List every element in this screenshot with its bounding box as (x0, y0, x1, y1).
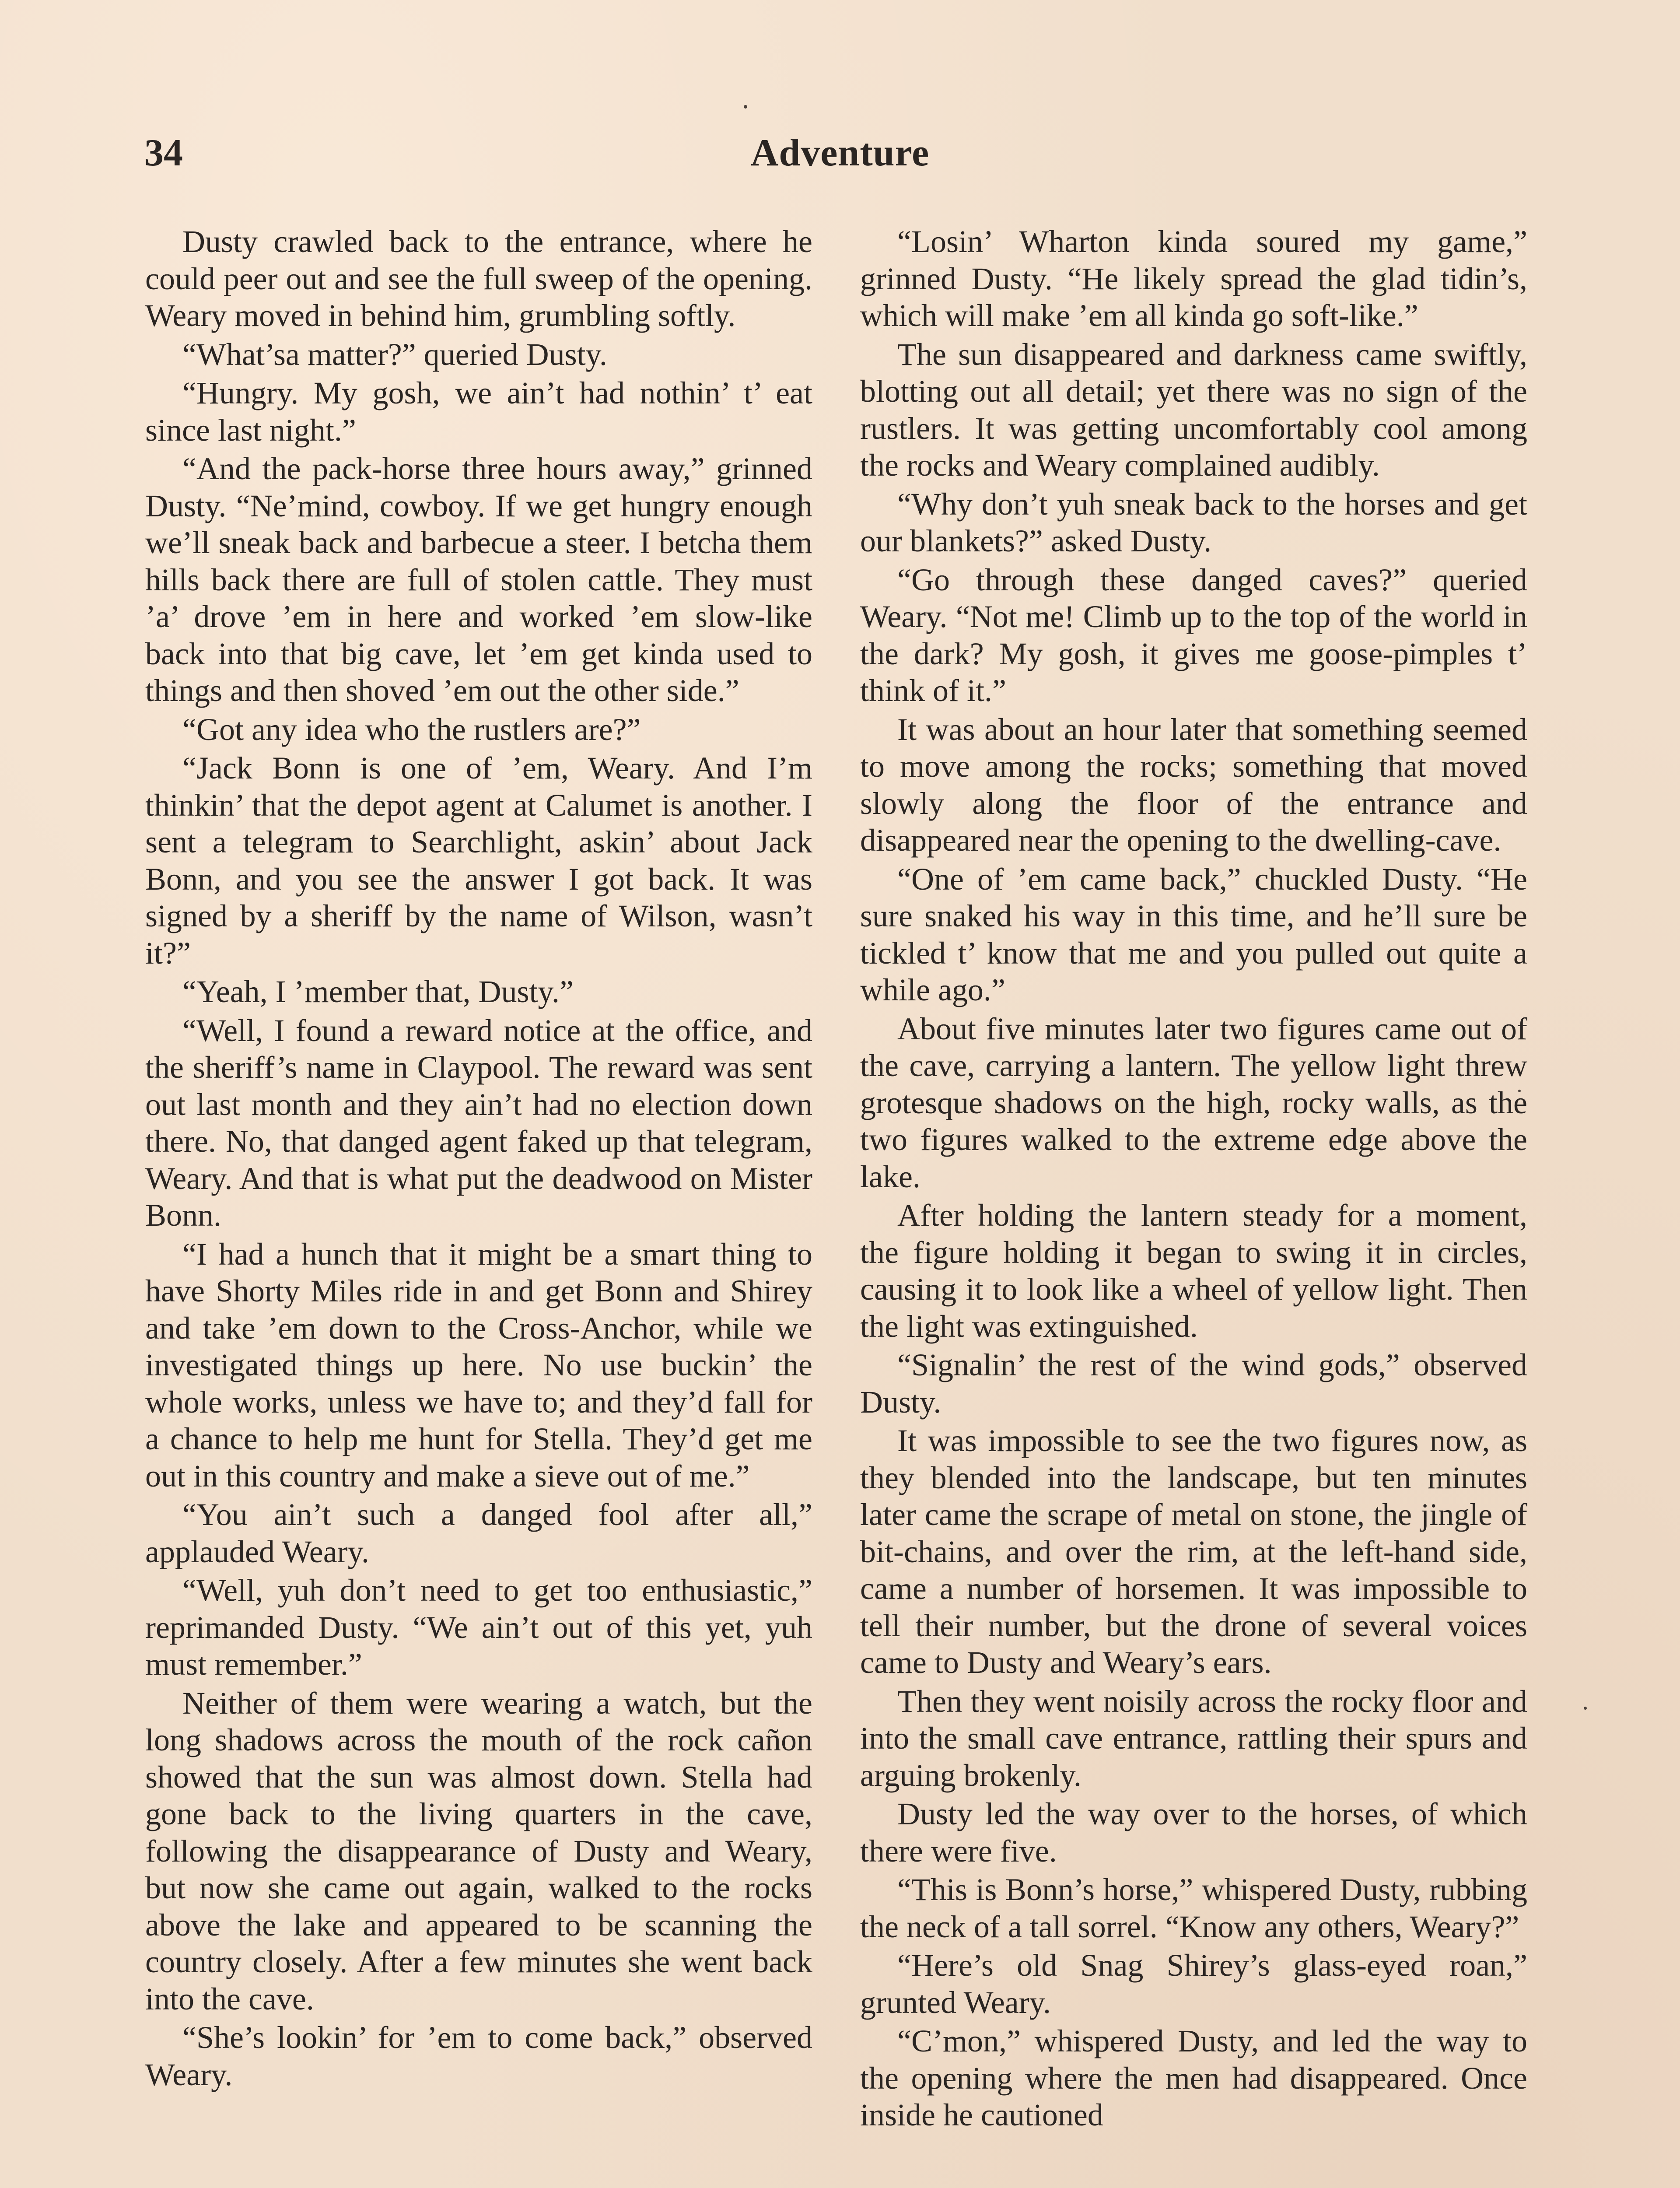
paragraph: “Well, I found a reward notice at the office, and the sheriff’s name in Claypool. The reward was sent out last month and they ain’t had no election down there. No, that danged agent faked up that telegram, Weary. And that is what put the deadwood on Mister Bonn. (145, 1013, 812, 1233)
paragraph: “Yeah, I ’member that, Dusty.” (182, 974, 574, 1009)
paragraph: About five minutes later two figures came out of the cave, carrying a lantern. The yellow light threw grotesque shadows on the high, rocky walls, as the two figures walked to the extreme edge above the lake. (860, 1011, 1527, 1194)
paragraph: “C’mon,” whispered Dusty, and led the way to the opening where the men had disappeared. Once inside he cautioned (860, 2023, 1527, 2132)
print-speck (1584, 1707, 1587, 1710)
paragraph: Neither of them were wearing a watch, but the long shadows across the mouth of the rock cañon showed that the sun was almost down. Stella had gone back to the living quarters in the cave, following the disappearance of Dusty and Weary, but now she came out again, walked to the rocks above the lake and appeared to be scanning the country closely. After a few minutes she went back into the cave. (145, 1685, 812, 2016)
page-number: 34 (144, 132, 183, 174)
paragraph: “Signalin’ the rest of the wind gods,” observed Dusty. (860, 1347, 1527, 1420)
paragraph: “Go through these danged caves?” queried Weary. “Not me! Climb up to the top of the world in the dark? My gosh, it gives me goose-pimples t’ think of it.” (860, 562, 1527, 708)
paragraph: “I had a hunch that it might be a smart thing to have Shorty Miles ride in and get Bonn and Shirey and take ’em down to the Cross-Anchor, while we investigated things up here. No use buckin’ the whole works, unless we have to; and they’d fall for a chance to help me hunt for Stella. They’d get me out in this country and make a sieve out of me.” (145, 1236, 812, 1494)
paragraph: Dusty led the way over to the horses, of which there were five. (860, 1796, 1527, 1869)
running-head-title: Adventure (750, 132, 930, 174)
print-speck (744, 105, 747, 109)
paragraph: It was about an hour later that something seemed to move among the rocks; something that moved slowly along the floor of the entrance and disappeared near the opening to the dwelling-cave. (860, 712, 1527, 858)
text-column-left (145, 223, 812, 2093)
paragraph: “One of ’em came back,” chuckled Dusty. “He sure snaked his way in this time, and he’ll sure be tickled t’ know that me and you pulled out quite a while ago.” (860, 861, 1527, 1007)
paragraph: “What’sa matter?” queried Dusty. (182, 337, 607, 372)
paragraph: “Losin’ Wharton kinda soured my game,” grinned Dusty. “He likely spread the glad tidin’s, which will make ’em all kinda go soft-like.” (860, 224, 1527, 333)
paragraph: “Here’s old Snag Shirey’s glass-eyed roan,” grunted Weary. (860, 1948, 1527, 2020)
paragraph: “Hungry. My gosh, we ain’t had nothin’ t’ eat since last night.” (145, 375, 812, 448)
paragraph: “Got any idea who the rustlers are?” (182, 712, 641, 747)
text-column-right (860, 223, 1527, 2134)
paragraph: “This is Bonn’s horse,” whispered Dusty, rubbing the neck of a tall sorrel. “Know any others, Weary?” (860, 1872, 1527, 1944)
paragraph: After holding the lantern steady for a moment, the figure holding it began to swing it in circles, causing it to look like a wheel of yellow light. Then the light was extinguished. (860, 1198, 1527, 1344)
paragraph: It was impossible to see the two figures now, as they blended into the landscape, but ten minutes later came the scrape of metal on stone, the jingle of bit-chains, and over the rim, at the left-hand side, came a number of horsemen. It was impossible to tell their number, but the drone of several voices came to Dusty and Weary’s ears. (860, 1423, 1527, 1680)
paragraph: The sun disappeared and darkness came swiftly, blotting out all detail; yet there was no sign of the rustlers. It was getting uncomfortably cool among the rocks and Weary complained audibly. (860, 337, 1527, 483)
paragraph: Dusty crawled back to the entrance, where he could peer out and see the full sweep of the opening. Weary moved in behind him, grumbling softly. (145, 224, 812, 333)
paragraph: “Jack Bonn is one of ’em, Weary. And I’m thinkin’ that the depot agent at Calumet is another. I sent a telegram to Searchlight, askin’ about Jack Bonn, and you see the answer I got back. It was signed by a sheriff by the name of Wilson, wasn’t it?” (145, 750, 812, 971)
paragraph: “And the pack-horse three hours away,” grinned Dusty. “Ne’mind, cowboy. If we get hungry enough we’ll sneak back and barbecue a steer. I betcha them hills back there are full of stolen cattle. They must ’a’ drove ’em in here and worked ’em slow-like back into that big cave, let ’em get kinda used to things and then shoved ’em out the other side.” (145, 451, 812, 708)
paragraph: Then they went noisily across the rocky floor and into the small cave entrance, rattling their spurs and arguing brokenly. (860, 1683, 1527, 1793)
paragraph: “She’s lookin’ for ’em to come back,” observed Weary. (145, 2020, 812, 2092)
paragraph: “Why don’t yuh sneak back to the horses and get our blankets?” asked Dusty. (860, 486, 1527, 558)
paragraph: “You ain’t such a danged fool after all,” applauded Weary. (145, 1497, 812, 1569)
paragraph: “Well, yuh don’t need to get too enthusiastic,” reprimanded Dusty. “We ain’t out of this yet, yuh must remember.” (145, 1573, 812, 1682)
